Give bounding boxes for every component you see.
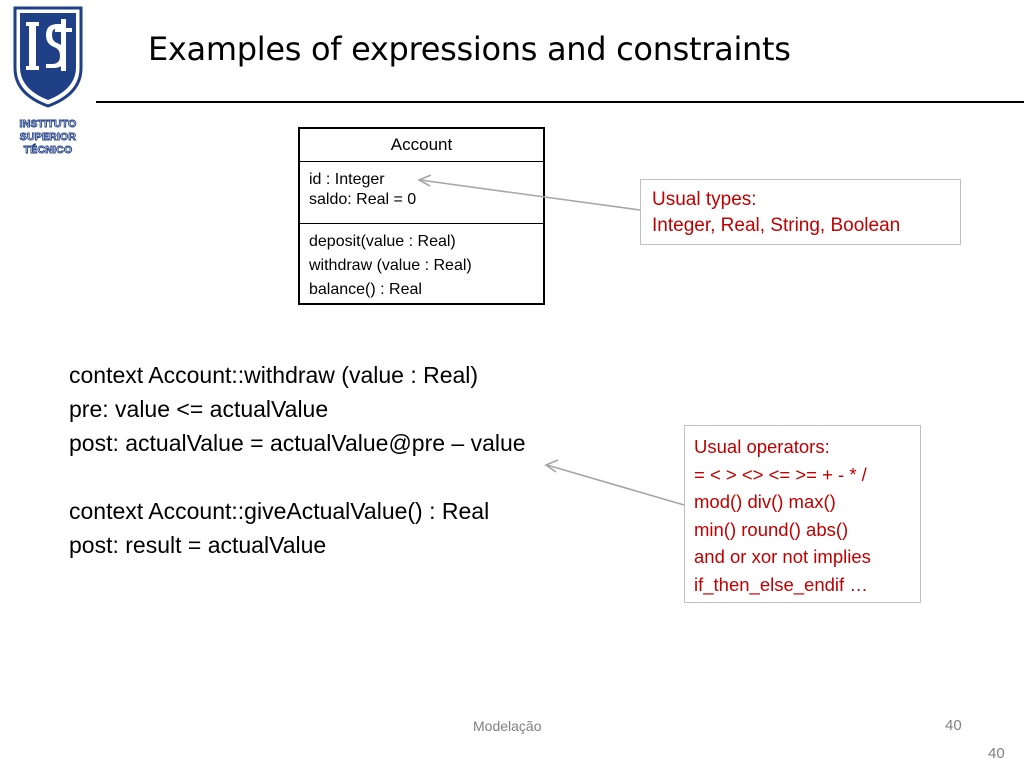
arrowhead-operators [546,460,558,472]
uml-operation: deposit(value : Real) [309,233,456,250]
code-line: post: actualValue = actualValue@pre – value [69,430,526,456]
code-line: context Account::withdraw (value : Real) [69,362,479,388]
title-divider [96,101,1024,103]
logo-text-line: SUPERIOR [19,131,77,143]
logo-text-line: TÉCNICO [23,144,73,156]
note-usual-types [640,179,961,245]
arrow-operators-to-expression [547,465,684,505]
uml-class-name: Account [300,129,543,162]
ocl-expressions [69,358,526,562]
uml-attribute: id : Integer [309,171,385,188]
code-line: pre: value <= actualValue [69,396,329,422]
code-line: post: result = actualValue [69,532,327,558]
uml-attributes [300,162,543,224]
uml-attribute: saldo: Real = 0 [309,191,417,208]
note-line: Usual operators: [694,436,830,457]
code-line [69,460,526,494]
note-line: if_then_else_endif … [694,573,868,595]
footer-course: Modelação [473,718,542,734]
footer-slide-number: 40 [945,717,962,734]
uml-class-account [298,127,545,305]
slide-title: Examples of expressions and constraints [148,30,791,68]
uml-operation: balance() : Real [309,281,422,298]
note-line: mod() div() max() [694,491,836,512]
uml-operation: withdraw (value : Real) [309,257,472,274]
code-line: context Account::giveActualValue() : Real [69,498,490,524]
ist-logo [12,6,84,108]
logo-text [6,118,90,157]
page-number: 40 [988,745,1005,762]
uml-operations [300,224,543,302]
note-line: Integer, Real, String, Boolean [652,215,901,236]
note-line: Usual types: [652,189,757,210]
note-line: = < > <> <= >= + - * / [694,463,867,485]
note-line: min() round() abs() [694,518,849,540]
note-usual-operators [684,425,921,603]
logo-text-line: INSTITUTO [19,118,77,130]
note-line: and or xor not implies [694,546,871,567]
